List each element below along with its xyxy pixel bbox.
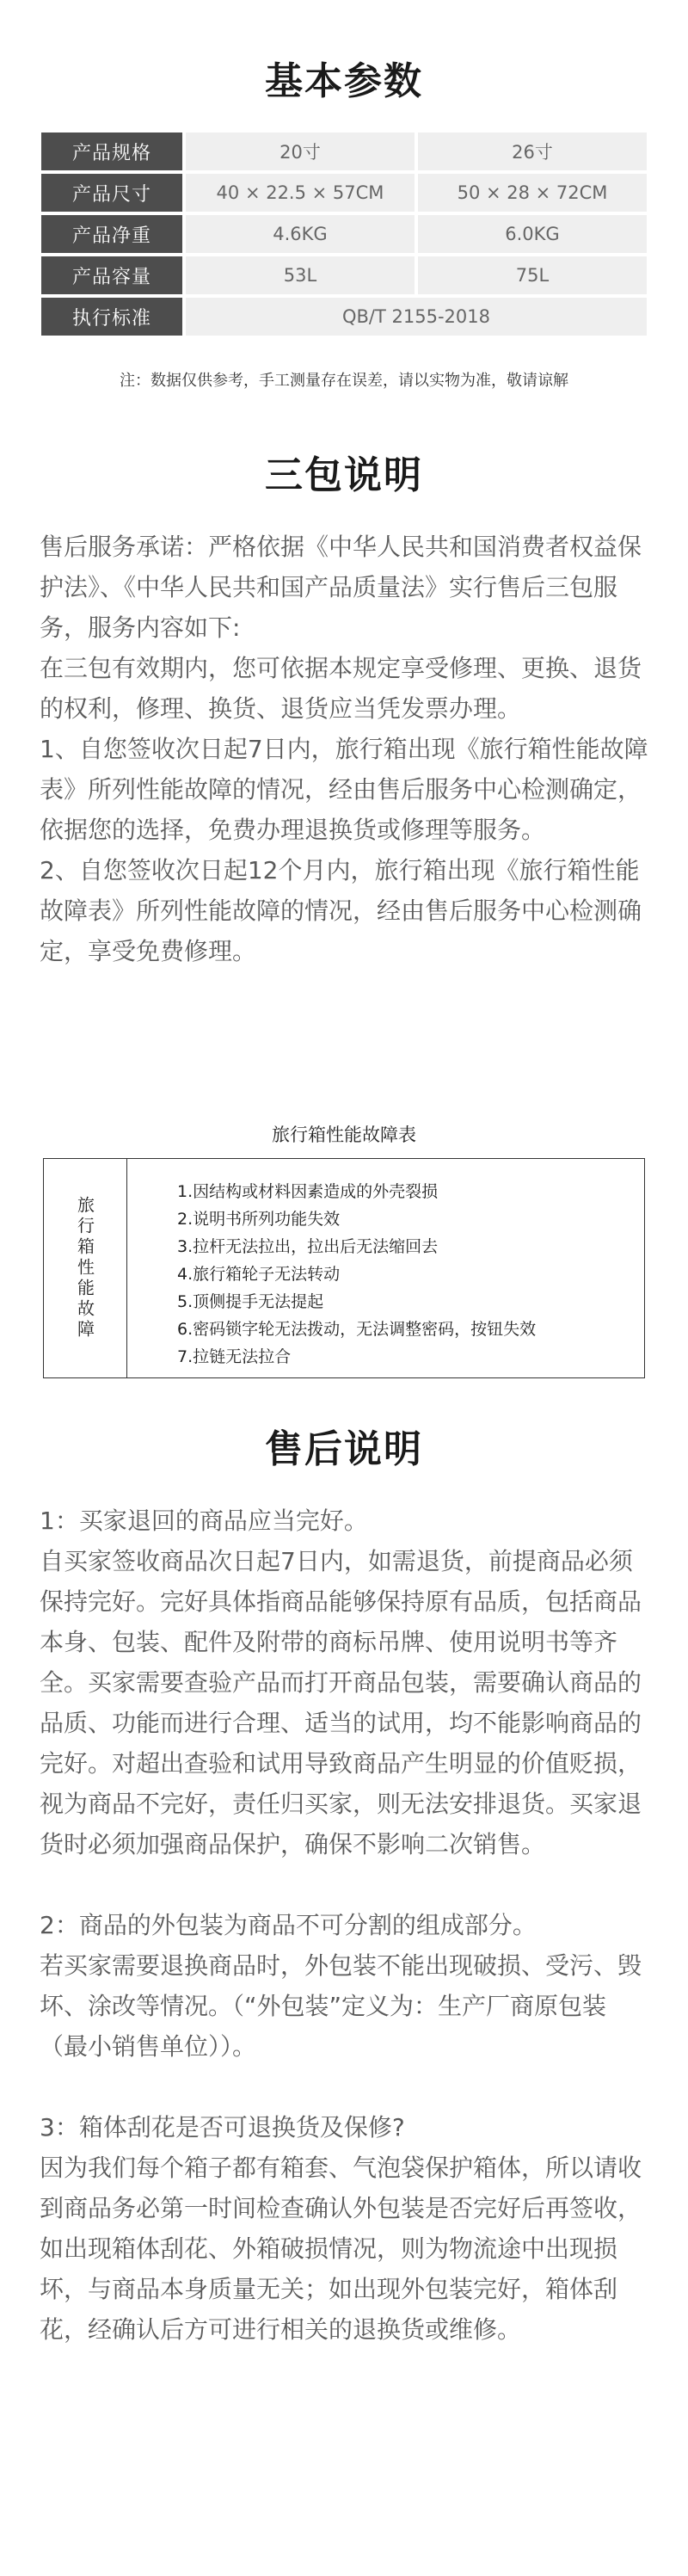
aftersale-text (40, 1501, 652, 2350)
spec-row-dimensions (41, 174, 647, 212)
fault-item: 7.拉链无法拉合 (177, 1347, 292, 1366)
fault-item: 4.旅行箱轮子无法转动 (177, 1265, 341, 1284)
fault-list (127, 1159, 644, 1377)
spec-row-weight (41, 215, 647, 253)
aftersale-q1-title: 1：买家退回的商品应当完好。 (40, 1507, 368, 1535)
fault-item: 2.说明书所列功能失效 (177, 1210, 341, 1229)
spec-label: 产品规格 (41, 132, 182, 170)
spec-value: 20寸 (186, 132, 415, 170)
spec-label: 产品容量 (41, 256, 182, 294)
aftersale-q3-body: 因为我们每个箱子都有箱套、气泡袋保护箱体，所以请收到商品务必第一时间检查确认外包装是否完好后再签收，如出现箱体刮花、外箱破损情况，则为物流途中出现损坏，与商品本身质量无关；如出现外包装完好，箱体刮花，经确认后方可进行相关的退换货或维修。 (40, 2154, 642, 2344)
spacer (40, 2067, 652, 2107)
aftersale-q2-body: 若买家需要退换商品时，外包装不能出现破损、受污、毁坏、涂改等情况。（“外包装”定义为：生产厂商原包装（最小销售单位））。 (40, 1951, 642, 2061)
spec-value: 26寸 (418, 132, 647, 170)
spec-label: 产品尺寸 (41, 174, 182, 212)
spec-label: 执行标准 (41, 298, 182, 336)
aftersale-q1-body: 自买家签收商品次日起7日内，如需退货，前提商品必须保持完好。完好具体指商品能够保持原有品质，包括商品本身、包装、配件及附带的商标吊牌、使用说明书等齐全。买家需要查验产品而打开商品包装，需要确认商品的品质、功能而进行合理、适当的试用，均不能影响商品的完好。对超出查验和试用导致商品产生明显的价值贬损，视为商品不完好，责任归买家，则无法安排退货。买家退货时必须加强商品保护，确保不影响二次销售。 (40, 1547, 642, 1858)
spec-value: 6.0KG (418, 215, 647, 253)
spec-table (41, 132, 647, 339)
fault-table (43, 1158, 645, 1378)
spec-value: QB/T 2155-2018 (186, 298, 647, 336)
spacer (40, 1864, 652, 1905)
warranty-paragraph: 在三包有效期内，您可依据本规定享受修理、更换、退货的权利，修理、换货、退货应当凭发票办理。 (40, 654, 642, 723)
warranty-paragraph: 售后服务承诺：严格依据《中华人民共和国消费者权益保护法》、《中华人民共和国产品质量法》实行售后三包服务，服务内容如下: (40, 533, 642, 642)
spec-value: 75L (418, 256, 647, 294)
spec-value: 4.6KG (186, 215, 415, 253)
spec-section-title: 基本参数 (265, 59, 423, 103)
spec-label: 产品净重 (41, 215, 182, 253)
fault-table-header-cell (44, 1159, 127, 1377)
warranty-section-title: 三包说明 (265, 453, 423, 497)
aftersale-q3-title: 3：箱体刮花是否可退换货及保修? (40, 2113, 405, 2142)
fault-item: 5.顶侧提手无法提起 (177, 1292, 324, 1311)
fault-item: 6.密码锁字轮无法拨动，无法调整密码，按钮失效 (177, 1320, 537, 1339)
spec-value: 50 × 28 × 72CM (418, 174, 647, 212)
spec-row-standard (41, 298, 647, 336)
warranty-paragraph: 2、自您签收次日起12个月内，旅行箱出现《旅行箱性能故障表》所列性能故障的情况，经由售后服务中心检测确定，享受免费修理。 (40, 856, 642, 965)
spec-disclaimer: 注：数据仅供参考，手工测量存在误差，请以实物为准，敬请谅解 (120, 372, 568, 390)
warranty-text (40, 527, 652, 971)
spec-row-size-class (41, 132, 647, 170)
fault-item: 1.因结构或材料因素造成的外壳裂损 (177, 1182, 439, 1201)
fault-item: 3.拉杆无法拉出，拉出后无法缩回去 (177, 1237, 439, 1256)
warranty-paragraph: 1、自您签收次日起7日内，旅行箱出现《旅行箱性能故障表》所列性能故障的情况，经由售后服务中心检测确定，依据您的选择，免费办理退换货或修理等服务。 (40, 735, 648, 844)
spec-value: 53L (186, 256, 415, 294)
spec-value: 40 × 22.5 × 57CM (186, 174, 415, 212)
aftersale-q2-title: 2：商品的外包装为商品不可分割的组成部分。 (40, 1911, 537, 1939)
spec-row-capacity (41, 256, 647, 294)
fault-table-caption: 旅行箱性能故障表 (272, 1125, 416, 1145)
aftersale-section-title: 售后说明 (265, 1427, 423, 1471)
fault-table-header: 旅行箱性能故障 (74, 1196, 95, 1340)
